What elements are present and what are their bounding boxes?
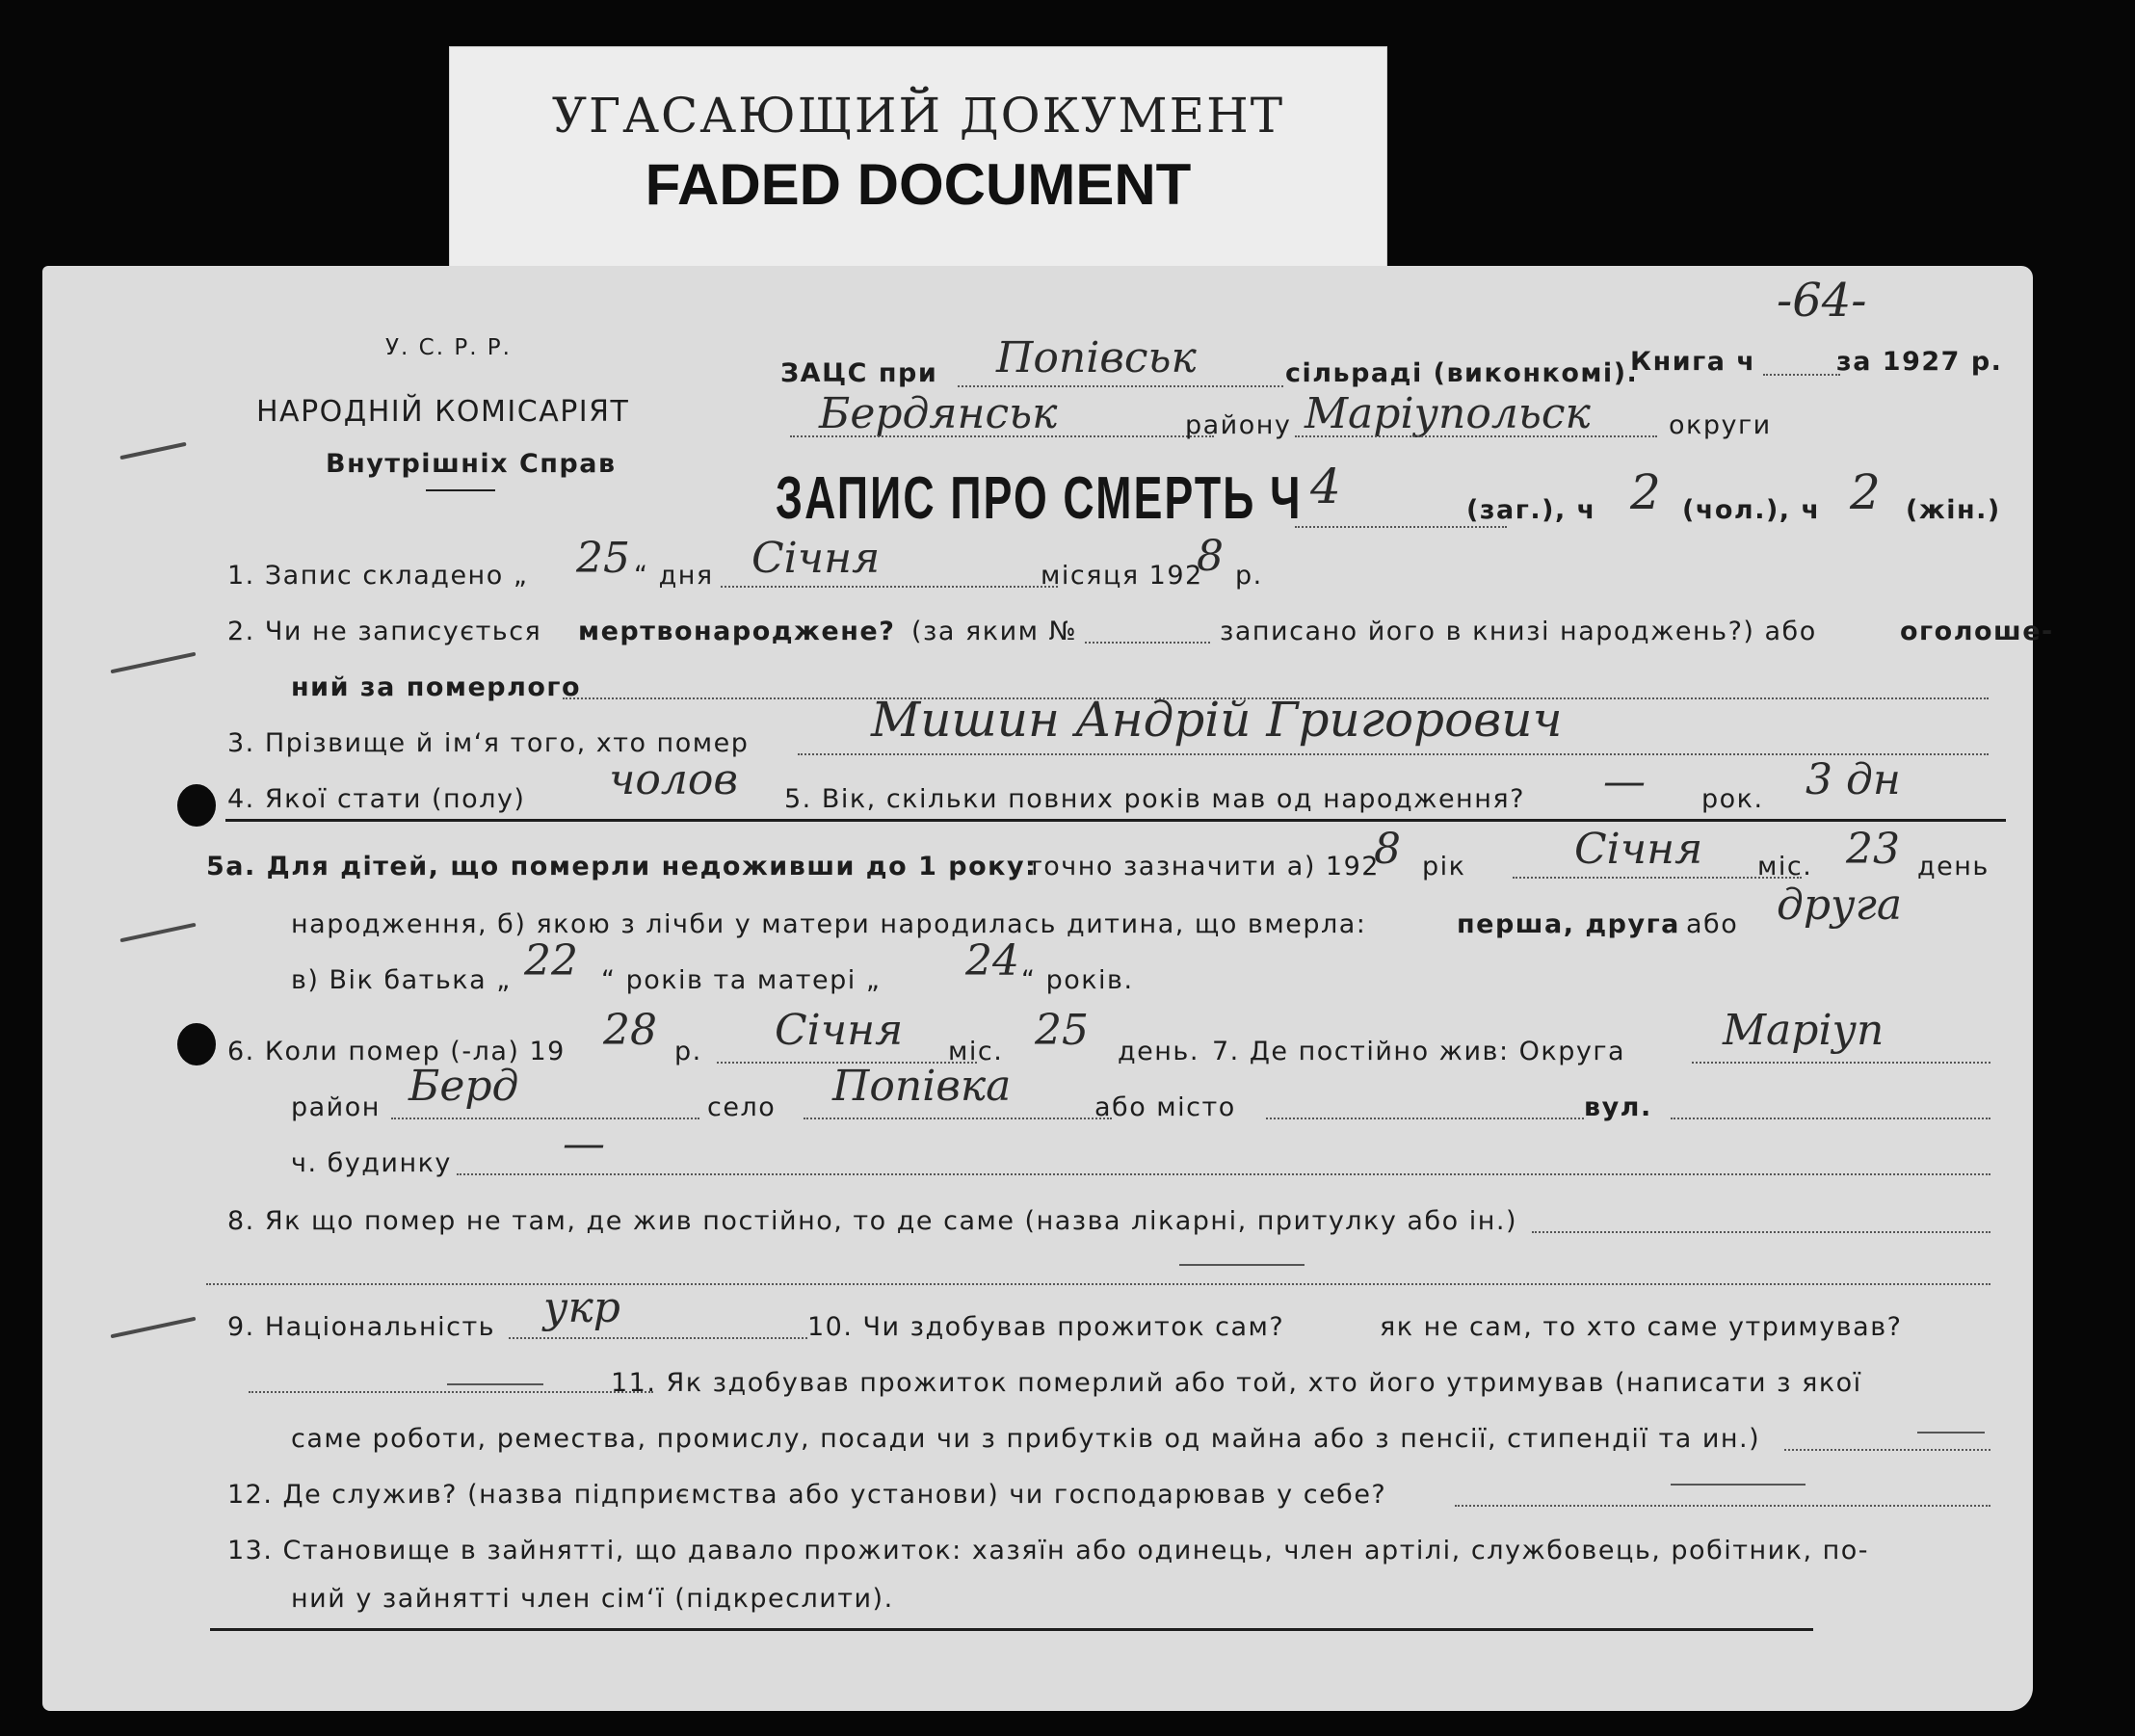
- village-council-label: сільраді (виконкомі).: [1285, 358, 1639, 388]
- field-5a-order-options: перша, друга: [1457, 909, 1680, 939]
- field-5a-text: точно зазначити а) 192: [1027, 852, 1380, 881]
- field-5a-day: 23: [1846, 825, 1900, 874]
- death-year: 28: [603, 1006, 657, 1055]
- raion-value: Бердянськ: [819, 389, 1058, 438]
- field-5a-rik: рік: [1422, 852, 1466, 881]
- field-1-month-line: [721, 586, 1058, 588]
- okruga-line: [1295, 435, 1657, 437]
- field-1-month: Січня: [751, 534, 881, 583]
- field-8-line: [1532, 1231, 1990, 1233]
- field-5-label: 5. Вік, скільки повних років мав од народження?: [784, 784, 1525, 814]
- header-divider: [426, 489, 495, 491]
- field-11-line2: саме роботи, ремества, промислу, посади чи з прибутків од майна або з пенсії, стипендії та ин.): [291, 1424, 1761, 1454]
- field-6-label: 6. Коли помер (-ла) 19: [227, 1037, 566, 1066]
- field-4-sex: чолов: [609, 755, 738, 804]
- field-2-line2: ний за померлого: [291, 672, 582, 702]
- death-record-form: [42, 266, 2054, 1711]
- field-13-line2: ний у зайнятті член сім‘ї (підкреслити).: [291, 1584, 894, 1614]
- residence-village: Попівка: [832, 1062, 1012, 1111]
- field-2-label: 2. Чи не записується: [227, 617, 542, 646]
- field-10-label: 10. Чи здобував прожиток сам?: [807, 1312, 1285, 1342]
- field-5-age: 3 дн: [1806, 755, 1901, 804]
- village-council-value: Попівськ: [996, 333, 1197, 382]
- stamp-text-en: FADED DOCUMENT: [645, 152, 1192, 217]
- record-number-line: [1295, 526, 1507, 528]
- department-label: Внутрішніх Справ: [326, 449, 617, 479]
- field-2-number-line: [1085, 642, 1210, 644]
- house-number-line: [457, 1173, 1990, 1175]
- field-8-line-2: [206, 1283, 1990, 1285]
- mother-age: 24: [965, 936, 1019, 986]
- field-7-vul: вул.: [1584, 1092, 1652, 1122]
- book-label: Книга ч: [1630, 347, 1756, 377]
- form-title: ЗАПИС ПРО СМЕРТЬ Ч: [776, 465, 1303, 532]
- deceased-name: Мишин Андрій Григорович: [871, 692, 1563, 748]
- field-1-day-suffix: “ дня: [634, 561, 714, 591]
- field-10-line: [249, 1391, 653, 1393]
- male-label: (чол.), ч: [1682, 495, 1821, 525]
- okruga-label: округи: [1669, 410, 1772, 440]
- field-6-r: р.: [674, 1037, 702, 1066]
- commissariat-label: НАРОДНІЙ КОМІСАРІЯТ: [256, 395, 630, 429]
- nationality: укр: [543, 1283, 620, 1332]
- field-10-b: як не сам, то хто саме утримував?: [1380, 1312, 1903, 1342]
- zags-label: ЗАЦС при: [780, 358, 938, 388]
- field-5a-or: або: [1686, 909, 1739, 939]
- residence-okruga-line: [1692, 1062, 1990, 1064]
- field-1-day: 25: [576, 534, 630, 583]
- residence-village-line: [804, 1118, 1112, 1119]
- residence-raion: Берд: [409, 1062, 519, 1111]
- punch-hole: [177, 1023, 216, 1065]
- field-7-misto: або місто: [1094, 1092, 1236, 1122]
- field-10-dash: [447, 1383, 543, 1385]
- field-2-stillborn: мертвонароджене?: [578, 617, 896, 646]
- okruga-value: Маріупольск: [1305, 389, 1591, 438]
- house-number: —: [563, 1119, 605, 1169]
- raion-label: району: [1185, 410, 1292, 440]
- page-number: -64-: [1777, 274, 1867, 328]
- field-8-label: 8. Як що помер не там, де жив постійно, то де саме (назва лікарні, притулку або ін.): [227, 1206, 1517, 1236]
- book-number-line: [1763, 374, 1840, 376]
- field-2-declared: оголоше-: [1900, 617, 2054, 646]
- paper-tear: [111, 652, 197, 674]
- total-label: (заг.), ч: [1466, 495, 1596, 525]
- field-6-den: день.: [1118, 1037, 1199, 1066]
- punch-hole: [177, 784, 216, 827]
- field-7-raion: район: [291, 1092, 381, 1122]
- female-count: 2: [1850, 464, 1881, 520]
- male-count: 2: [1630, 464, 1661, 520]
- field-9-line: [509, 1337, 807, 1339]
- paper-tear: [119, 923, 196, 943]
- field-3-label: 3. Прізвище й ім‘я того, хто помер: [227, 728, 750, 758]
- field-1-month-label: місяця 192: [1041, 561, 1203, 591]
- stamp-text-ua: УГАСАЮЩИЙ ДОКУМЕНТ: [551, 88, 1285, 144]
- death-month: Січня: [775, 1006, 904, 1055]
- field-4-label: 4. Якої стати (полу): [227, 784, 526, 814]
- field-1-year: 8: [1197, 532, 1224, 581]
- residence-raion-line: [391, 1118, 699, 1119]
- field-12-label: 12. Де служив? (назва підприємства або установи) чи господарював у себе?: [227, 1480, 1387, 1510]
- residence-okruga: Маріуп: [1723, 1006, 1885, 1055]
- raion-line: [790, 435, 1214, 437]
- field-2-birth-book: записано його в книзі народжень?) або: [1220, 617, 1817, 646]
- paper-tear: [111, 1317, 197, 1339]
- village-council-line: [958, 385, 1283, 387]
- field-5-rok: рок.: [1701, 784, 1764, 814]
- section-divider: [225, 819, 2006, 822]
- field-8-dash: [1179, 1264, 1305, 1266]
- field-11-dash: [1917, 1432, 1985, 1434]
- field-5a-line3-end: “ років.: [1021, 965, 1134, 995]
- record-number: 4: [1310, 459, 1341, 514]
- field-5-dash: —: [1603, 757, 1646, 806]
- field-6-mis: міс.: [948, 1037, 1004, 1066]
- republic-label: У. С. Р. Р.: [385, 335, 512, 360]
- female-label: (жін.): [1906, 495, 2001, 525]
- field-12-dash: [1671, 1484, 1806, 1486]
- field-7-selo: село: [707, 1092, 777, 1122]
- field-1-label: 1. Запис складено „: [227, 561, 529, 591]
- field-13-label: 13. Становище в зайнятті, що давало прожиток: хазяїн або одинець, член артілі, службовець, робітник, по-: [227, 1536, 1870, 1565]
- year-label: за 1927 р.: [1836, 347, 2003, 377]
- form-bottom-rule: [210, 1628, 1813, 1631]
- field-11-line: [1784, 1449, 1990, 1451]
- field-5a-mis: міс.: [1757, 852, 1813, 881]
- field-5a-line3-mid: “ років та матері „: [601, 965, 882, 995]
- field-5a-order: друга: [1777, 881, 1903, 930]
- field-5a-label: 5а. Для дітей, що померли недоживши до 1 року:: [206, 852, 1038, 881]
- death-day: 25: [1035, 1006, 1089, 1055]
- field-2-number-label: (за яким №: [911, 617, 1078, 646]
- field-5a-line2: народження, б) якою з лічби у матери народилась дитина, що вмерла:: [291, 909, 1367, 939]
- field-5a-month: Січня: [1574, 825, 1703, 874]
- field-7-label: 7. Де постійно жив: Округа: [1212, 1037, 1626, 1066]
- father-age: 22: [524, 936, 578, 986]
- paper-tear: [119, 442, 186, 460]
- field-5a-year: 8: [1374, 825, 1401, 874]
- field-5a-line3: в) Вік батька „: [291, 965, 512, 995]
- field-1-r: р.: [1235, 561, 1263, 591]
- faded-document-stamp: [449, 46, 1387, 272]
- residence-city-line: [1266, 1118, 1584, 1119]
- field-11-label: 11. Як здобував прожиток померлий або той, хто його утримував (написати з якої: [611, 1368, 1862, 1398]
- field-7-house: ч. будинку: [291, 1148, 452, 1178]
- field-5a-den: день: [1917, 852, 1990, 881]
- residence-street-line: [1671, 1118, 1990, 1119]
- field-12-line: [1455, 1505, 1990, 1507]
- field-9-label: 9. Національність: [227, 1312, 496, 1342]
